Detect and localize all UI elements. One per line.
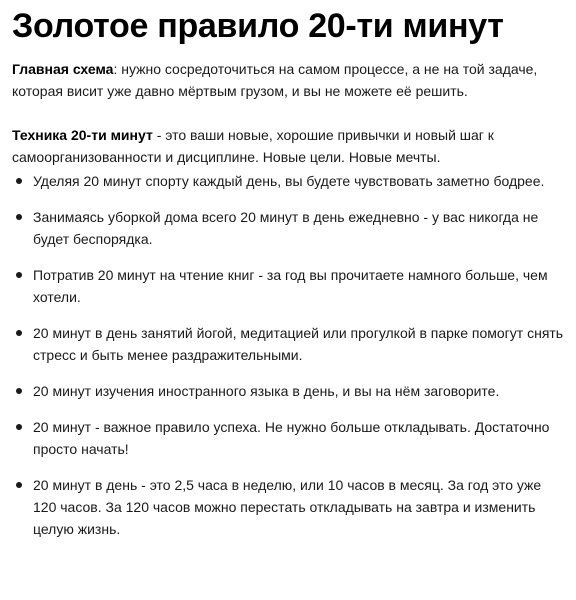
list-item: [12, 474, 564, 540]
list-item-text: Уделяя 20 минут спорту каждый день, вы будете чувствовать заметно бодрее.: [33, 173, 545, 189]
intro-paragraph: [12, 58, 564, 102]
bullet-dot-icon: [16, 330, 22, 336]
technique-text: - это ваши новые, хорошие привычки и новый шаг к самоорганизованности и дисциплине. Новые цели. Новые мечты.: [12, 127, 494, 165]
list-item-text: 20 минут изучения иностранного языка в день, и вы на нём заговорите.: [33, 383, 500, 399]
intro-label: Главная схема: [12, 61, 114, 77]
technique-label: Техника 20-ти минут: [12, 127, 153, 143]
page-title: Золотое правило 20-ти минут: [12, 7, 504, 45]
list-item: [12, 264, 564, 308]
list-item-text: Занимаясь уборкой дома всего 20 минут в день ежедневно - у вас никогда не будет беспорядка.: [33, 209, 539, 247]
bullet-dot-icon: [16, 178, 22, 184]
list-item: [12, 206, 564, 250]
list-item-text: Потратив 20 минут на чтение книг - за год вы прочитаете намного больше, чем хотели.: [33, 267, 548, 305]
list-item: [12, 416, 564, 460]
bullet-dot-icon: [16, 388, 22, 394]
list-item: [12, 380, 564, 402]
bullet-dot-icon: [16, 482, 22, 488]
intro-text: : нужно сосредоточиться на самом процессе, а не на той задаче, которая висит уже давно мёртвым грузом, и вы не можете её решить.: [12, 61, 538, 99]
bullet-dot-icon: [16, 424, 22, 430]
bullet-list: [12, 170, 564, 540]
bullet-dot-icon: [16, 214, 22, 220]
list-item-text: 20 минут в день - это 2,5 часа в неделю, или 10 часов в месяц. За год это уже 120 часов. За 120 часов можно перестать откладывать на завтра и изменить целую жизнь.: [33, 477, 542, 537]
bullet-dot-icon: [16, 272, 22, 278]
list-item-text: 20 минут в день занятий йогой, медитацией или прогулкой в парке помогут снять стресс и быть менее раздражительными.: [33, 325, 564, 363]
technique-paragraph: [12, 124, 564, 168]
list-item-text: 20 минут - важное правило успеха. Не нужно больше откладывать. Достаточно просто начать!: [33, 419, 550, 457]
list-item: [12, 322, 564, 366]
list-item: [12, 170, 564, 192]
